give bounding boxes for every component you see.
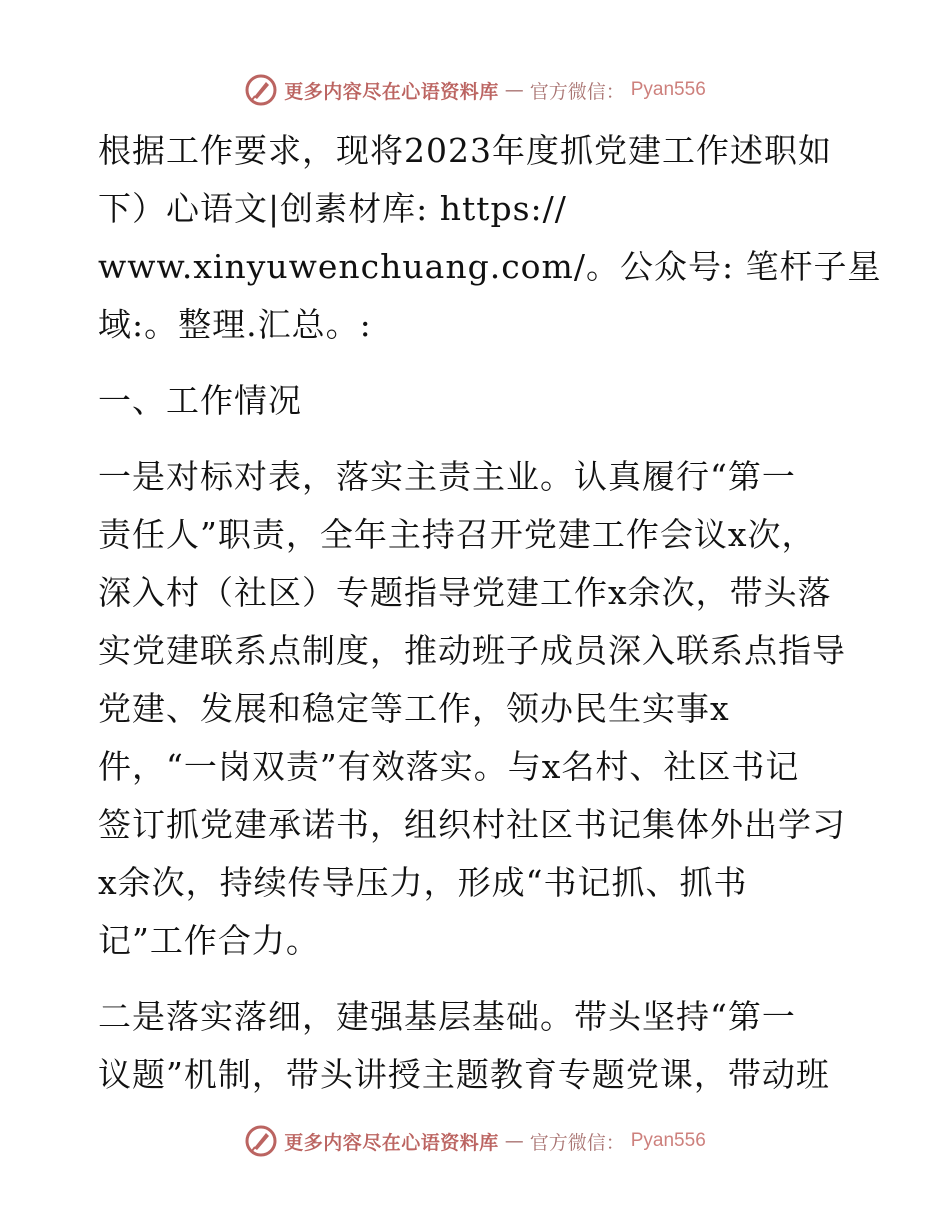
document-body [98, 122, 882, 1122]
section-heading [98, 372, 858, 430]
watermark-handle: Pyan556 [630, 1130, 706, 1151]
text-line: 一是对标对表，落实主责主业。认真履行“第一 [98, 457, 796, 496]
watermark-official: 官方微信： [529, 80, 625, 103]
watermark-handle: Pyan556 [630, 79, 706, 100]
quill-logo-icon [244, 73, 278, 107]
text-line: 记”工作合力。 [98, 921, 320, 960]
text-line: x余次，持续传导压力，形成“书记抓、抓书 [98, 863, 748, 902]
text-line: 根据工作要求，现将2023年度抓党建工作述职如 [98, 131, 832, 170]
text-line: 责任人”职责，全年主持召开党建工作会议x次， [98, 515, 816, 554]
watermark-official: 官方微信： [529, 1131, 625, 1154]
watermark-header [0, 70, 950, 110]
text-line: www.xinyuwenchuang.com/。公众号: 笔杆子星 [98, 247, 882, 286]
watermark-footer [0, 1121, 950, 1161]
watermark-brand: 更多内容尽在心语资料库 [284, 1131, 499, 1154]
text-line: 件，“一岗双责”有效落实。与x名村、社区书记 [98, 747, 800, 786]
text-line: 域:。整理.汇总。: [98, 305, 372, 344]
watermark-brand: 更多内容尽在心语资料库 [284, 80, 499, 103]
text-line: 深入村（社区）专题指导党建工作x余次，带头落 [98, 573, 832, 612]
watermark-separator: — [504, 1130, 524, 1152]
text-line: 签订抓党建承诺书，组织村社区书记集体外出学习 [98, 805, 846, 844]
paragraph-point-one [98, 448, 858, 970]
text-line: 党建、发展和稳定等工作，领办民生实事x [98, 689, 730, 728]
text-line: 实党建联系点制度，推动班子成员深入联系点指导 [98, 631, 846, 670]
watermark-separator: — [504, 79, 524, 101]
paragraph-intro [98, 122, 882, 354]
text-line: 下）心语文|创素材库: https:// [98, 189, 567, 228]
text-line: 一、工作情况 [98, 381, 302, 420]
quill-logo-icon [244, 1124, 278, 1158]
text-line: 二是落实落细，建强基层基础。带头坚持“第一 [98, 997, 796, 1036]
text-line: 议题”机制，带头讲授主题教育专题党课，带动班 [98, 1055, 830, 1094]
paragraph-point-two [98, 988, 858, 1104]
